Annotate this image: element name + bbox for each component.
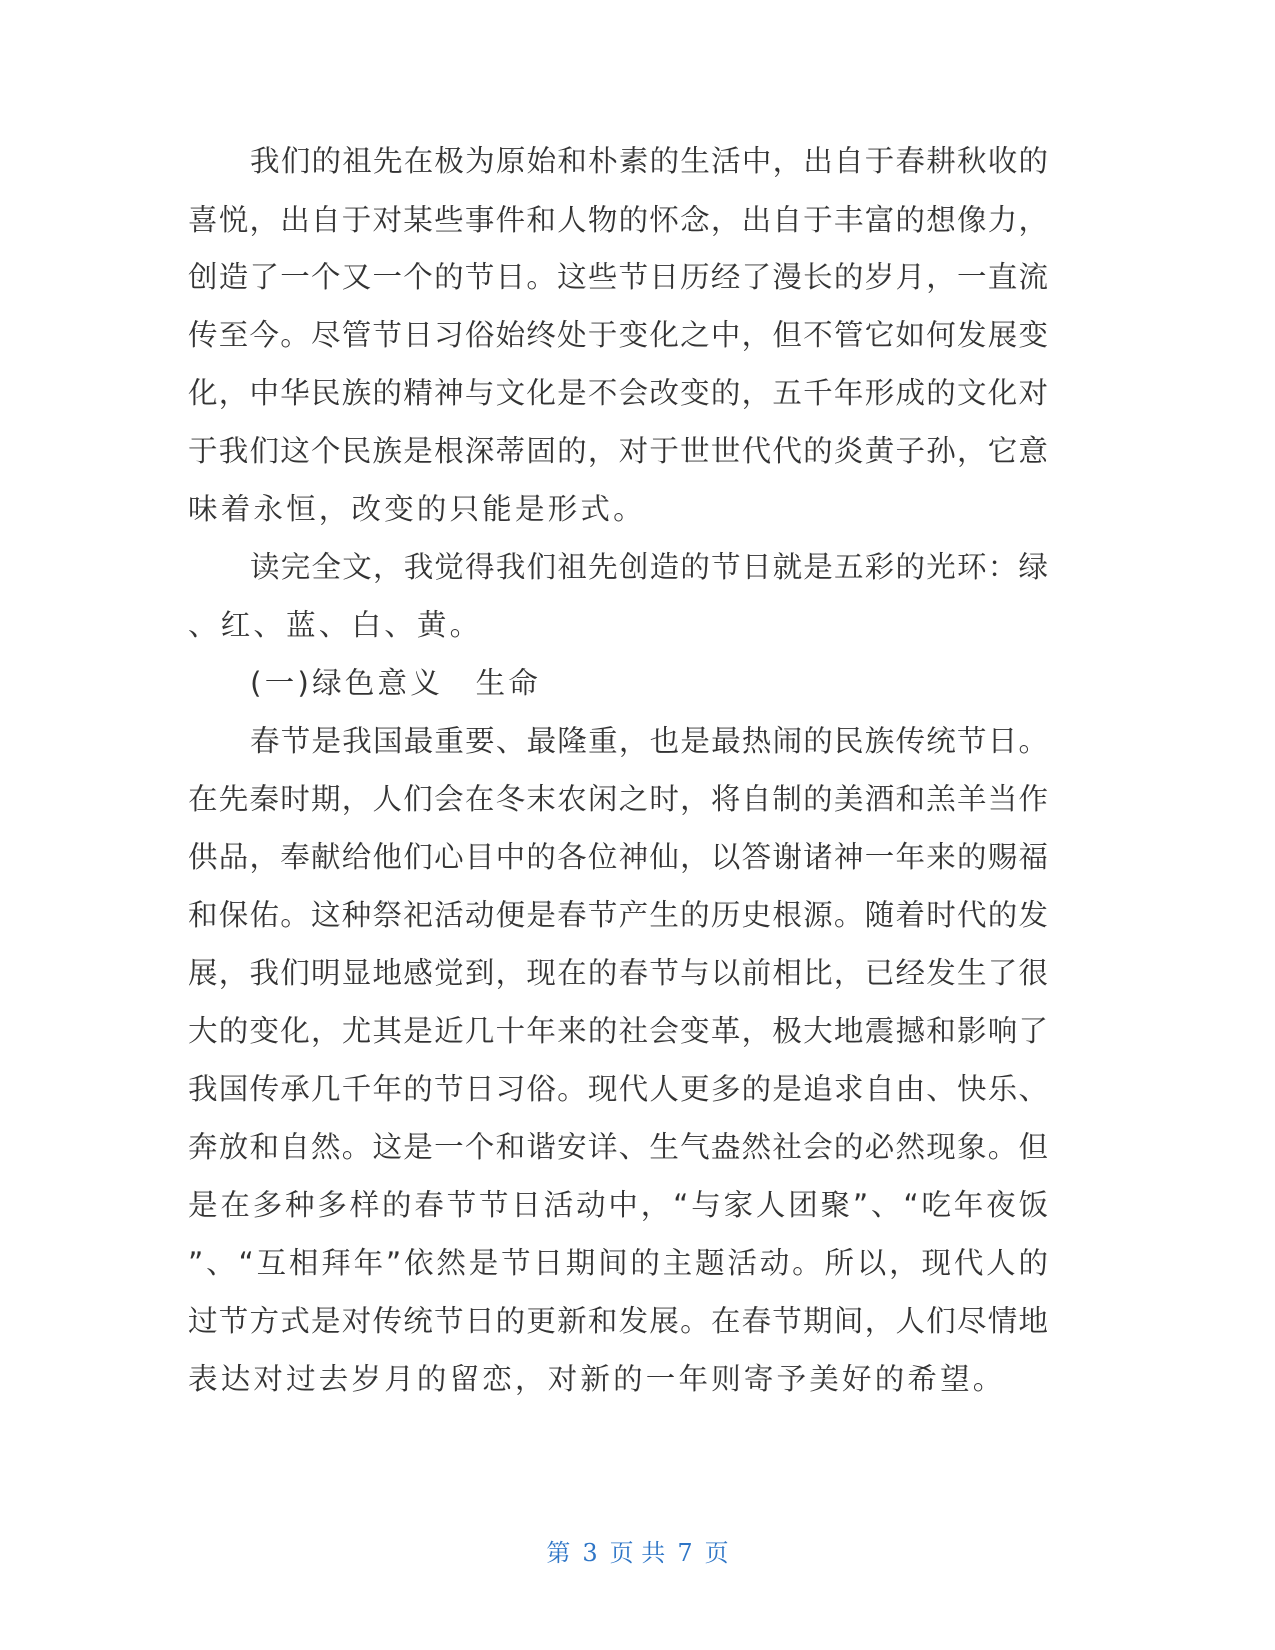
paragraph-3-line-2: 在先秦时期，人们会在冬末农闲之时，将自制的美酒和羔羊当作 xyxy=(188,782,1048,816)
paragraph-3-line-4: 和保佑。这种祭祀活动便是春节产生的历史根源。随着时代的发 xyxy=(188,898,1048,932)
footer-total-pages: 7 xyxy=(677,1539,693,1567)
paragraph-3-line-12: 表达对过去岁月的留恋，对新的一年则寄予美好的希望。 xyxy=(188,1362,1006,1396)
footer-middle: 页 共 xyxy=(609,1539,666,1567)
paragraph-1-line-1: 我们的祖先在极为原始和朴素的生活中，出自于春耕秋收的 xyxy=(250,144,1048,178)
paragraph-3-line-6: 大的变化，尤其是近几十年来的社会变革，极大地震撼和影响了 xyxy=(188,1014,1048,1048)
paragraph-3-line-7: 我国传承几千年的节日习俗。现代人更多的是追求自由、快乐、 xyxy=(188,1072,1048,1106)
paragraph-1-line-5: 化，中华民族的精神与文化是不会改变的，五千年形成的文化对 xyxy=(188,376,1048,410)
paragraph-3-line-1: 春节是我国最重要、最隆重，也是最热闹的民族传统节日。 xyxy=(250,724,1048,758)
footer-prefix: 第 xyxy=(546,1539,571,1567)
paragraph-2-line-2: 、红、蓝、白、黄。 xyxy=(188,608,483,642)
paragraph-3-line-11: 过节方式是对传统节日的更新和发展。在春节期间，人们尽情地 xyxy=(188,1304,1048,1338)
paragraph-3-line-5: 展，我们明显地感觉到，现在的春节与以前相比，已经发生了很 xyxy=(188,956,1048,990)
footer-page-number: 3 xyxy=(582,1539,598,1567)
paragraph-1-line-3: 创造了一个又一个的节日。这些节日历经了漫长的岁月，一直流 xyxy=(188,260,1048,294)
page-footer xyxy=(0,1536,1275,1570)
paragraph-3-line-8: 奔放和自然。这是一个和谐安详、生气盎然社会的必然现象。但 xyxy=(188,1130,1048,1164)
paragraph-1-line-2: 喜悦，出自于对某些事件和人物的怀念，出自于丰富的想像力， xyxy=(188,203,1048,237)
paragraph-1-line-4: 传至今。尽管节日习俗始终处于变化之中，但不管它如何发展变 xyxy=(188,318,1048,352)
paragraph-1-line-7: 味着永恒，改变的只能是形式。 xyxy=(188,492,646,526)
paragraph-3-line-3: 供品，奉献给他们心目中的各位神仙，以答谢诸神一年来的赐福 xyxy=(188,840,1048,874)
footer-suffix: 页 xyxy=(704,1539,729,1567)
paragraph-1-line-6: 于我们这个民族是根深蒂固的，对于世世代代的炎黄子孙，它意 xyxy=(188,434,1048,468)
paragraph-3-line-9: 是在多种多样的春节节日活动中，“与家人团聚”、“吃年夜饭 xyxy=(188,1188,1048,1222)
paragraph-3-line-10: ”、“互相拜年”依然是节日期间的主题活动。所以，现代人的 xyxy=(188,1246,1048,1280)
section-heading: (一)绿色意义 生命 xyxy=(250,666,542,700)
paragraph-2-line-1: 读完全文，我觉得我们祖先创造的节日就是五彩的光环：绿 xyxy=(250,550,1048,584)
